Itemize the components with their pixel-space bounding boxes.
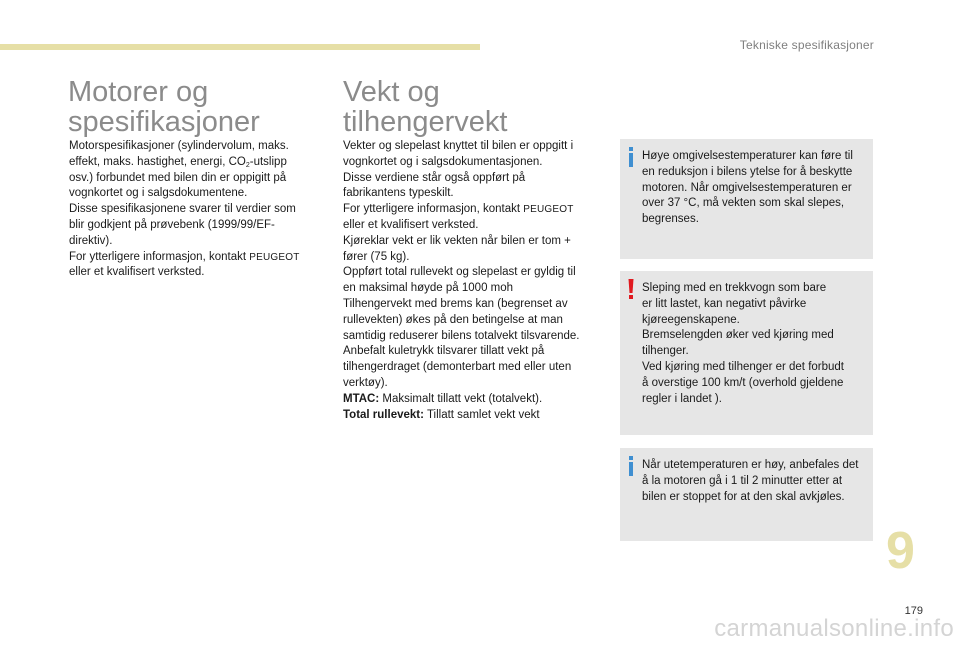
- heading-line: Motorer og: [68, 76, 209, 108]
- brand-name: PEUGEOT: [523, 204, 574, 216]
- text-line: Total rullevekt: Tillatt samlet vekt vekt: [343, 408, 540, 421]
- text-line: direktiv).: [69, 234, 113, 247]
- note-line: begrenses.: [642, 213, 699, 226]
- text-line: Disse spesifikasjonene svarer til verdier som: [69, 203, 296, 216]
- text-line: Oppført total rullevekt og slepelast er gyldig til: [343, 266, 576, 279]
- brand-name: PEUGEOT: [249, 251, 300, 263]
- text-line: vognkortet og i salgsdokumentasjonen.: [343, 155, 543, 168]
- note-line: bilen er stoppet for at den skal avkjøles.: [642, 490, 845, 503]
- note-line: å overstige 100 km/t (overhold gjeldene: [642, 376, 844, 389]
- text-line: For ytterligere informasjon, kontakt PEUGEOT: [69, 250, 300, 263]
- text-line: eller et kvalifisert verksted.: [69, 266, 205, 279]
- note-line: kjøreegenskapene.: [642, 313, 740, 326]
- note-line: Ved kjøring med tilhenger er det forbudt: [642, 360, 845, 373]
- term-mtac: MTAC:: [343, 392, 380, 405]
- motor-heading: [68, 77, 328, 137]
- note-text: [642, 149, 870, 228]
- chapter-number: 9: [886, 522, 915, 580]
- text-line: Disse verdiene står også oppført på: [343, 171, 526, 184]
- term-total-rullevekt: Total rullevekt:: [343, 408, 424, 421]
- text-line: fører (75 kg).: [343, 250, 410, 263]
- text-line: Motorspesifikasjoner (sylindervolum, maks.: [69, 140, 289, 152]
- text-line: eller et kvalifisert verksted.: [343, 218, 479, 231]
- note-line: regler i landet ).: [642, 392, 722, 405]
- text-line: blir godkjent på prøvebenk (1999/99/EF-: [69, 218, 275, 231]
- text-line: For ytterligere informasjon, kontakt PEUGEOT: [343, 203, 574, 216]
- heading-line: tilhengervekt: [343, 106, 508, 138]
- watermark: carmanualsonline.info: [714, 615, 954, 642]
- text-line: Anbefalt kuletrykk tilsvarer tillatt vekt på: [343, 345, 545, 358]
- header-accent-bar: [0, 44, 480, 50]
- note-line: en reduksjon i bilens ytelse for å beskytte: [642, 165, 853, 178]
- text-line: Vekter og slepelast knyttet til bilen er oppgitt i: [343, 140, 574, 152]
- heading-line: spesifikasjoner: [68, 106, 260, 138]
- text-line: Kjøreklar vekt er lik vekten når bilen er tom +: [343, 234, 571, 247]
- text-line: rullevekten) økes på den betingelse at man: [343, 313, 563, 326]
- info-note-temperature: [620, 139, 873, 259]
- info-icon: [626, 147, 636, 167]
- heading-line: Vekt og: [343, 76, 440, 108]
- text-line: verktøy).: [343, 376, 388, 389]
- weight-paragraph: [343, 139, 598, 423]
- text-line: MTAC: Maksimalt tillatt vekt (totalvekt).: [343, 392, 543, 405]
- note-line: Bremselengden øker ved kjøring med: [642, 329, 834, 342]
- note-line: Sleping med en trekkvogn som bare: [642, 282, 827, 294]
- text-line: samtidig reduserer bilens totalvekt tilsvarende.: [343, 329, 580, 342]
- text-line: en maksimal høyde på 1000 moh: [343, 282, 514, 295]
- motor-paragraph: [69, 139, 324, 281]
- text-line: fabrikantens typeskilt.: [343, 187, 454, 200]
- text-line: tilhengerdraget (demonterbart med eller uten: [343, 361, 572, 374]
- note-line: tilhenger.: [642, 345, 689, 358]
- note-text: [642, 458, 870, 505]
- text-line: Tilhengervekt med brems kan (begrenset av: [343, 297, 568, 310]
- text-line: osv.) forbundet med bilen din er oppigitt på: [69, 171, 287, 184]
- warning-note-towing: [620, 271, 873, 435]
- note-line: å la motoren gå i 1 til 2 minutter etter at: [642, 474, 843, 487]
- text-line: vognkortet og i salgsdokumentene.: [69, 187, 248, 200]
- note-line: over 37 °C, må vekten som skal slepes,: [642, 197, 845, 210]
- co2-subscript: 2: [245, 161, 250, 169]
- warning-icon: [626, 279, 636, 299]
- page-number: 179: [904, 605, 923, 617]
- weight-heading: [343, 77, 603, 137]
- info-icon: [626, 456, 636, 476]
- section-title: Tekniske spesifikasjoner: [739, 38, 874, 52]
- text-line: effekt, maks. hastighet, energi, $CO_2$-utslipp: [69, 155, 287, 169]
- note-line: motoren. Når omgivelsestemperaturen er: [642, 181, 852, 194]
- note-line: er litt lastet, kan negativt påvirke: [642, 297, 807, 310]
- note-line: Høye omgivelsestemperaturer kan føre til: [642, 150, 853, 162]
- info-note-engine-cooling: [620, 448, 873, 541]
- note-text: [642, 281, 870, 407]
- note-line: Når utetemperaturen er høy, anbefales det: [642, 459, 859, 471]
